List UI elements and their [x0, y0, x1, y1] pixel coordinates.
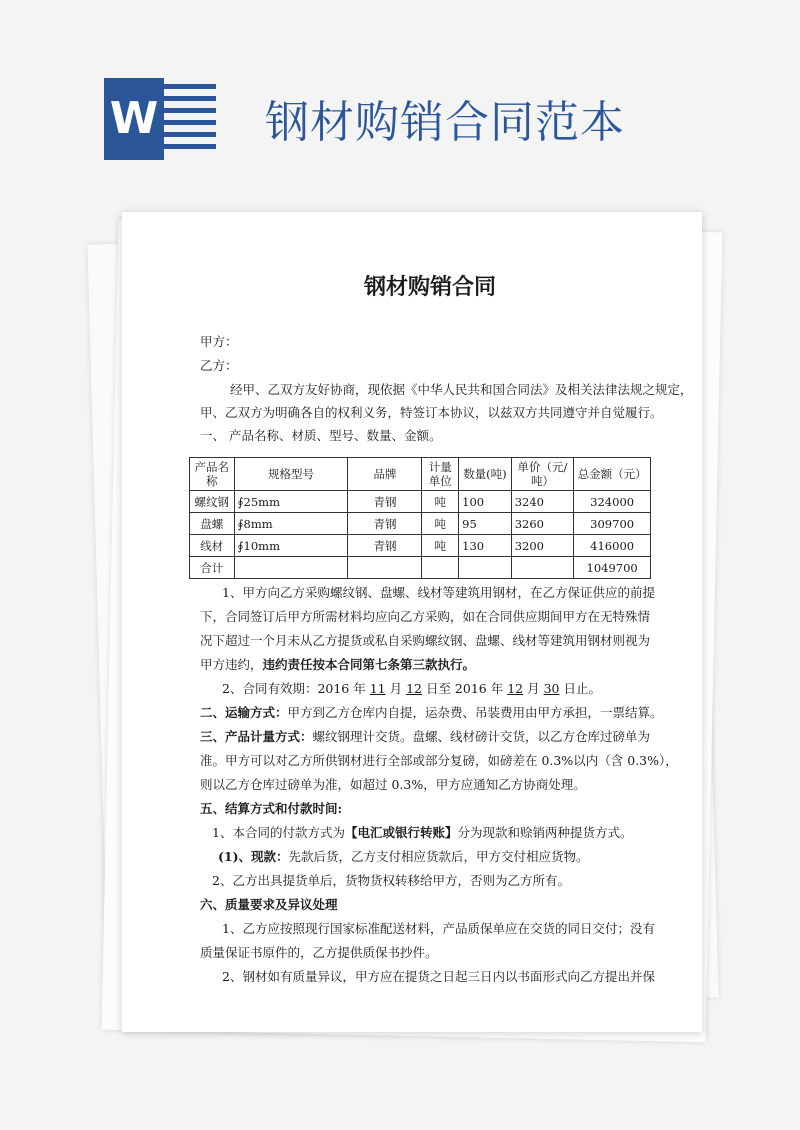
text: 1、本合同的付款方式为	[212, 825, 345, 840]
cell: 3260	[511, 513, 574, 535]
col-header: 品牌	[348, 458, 422, 491]
clause-line	[200, 655, 475, 673]
cell: 3240	[511, 491, 574, 513]
cell: 100	[459, 491, 512, 513]
cell	[422, 557, 459, 579]
col-header: 计量单位	[422, 458, 459, 491]
clause-line: 1、甲方向乙方采购螺纹钢、盘螺、线材等建筑用钢材，在乙方保证供应的前提	[222, 585, 655, 600]
party-a-label: 甲方：	[200, 334, 238, 349]
cell: ∮8mm	[234, 513, 348, 535]
section-heading: 五、结算方式和付款时间:	[200, 801, 343, 816]
section-3	[200, 727, 650, 745]
cell: 青钢	[348, 535, 422, 557]
logo-letter: W	[104, 78, 164, 160]
text: 2、合同有效期：2016 年	[222, 681, 370, 696]
cell: 309700	[574, 513, 651, 535]
cell: 盘螺	[190, 513, 235, 535]
cell: 青钢	[348, 491, 422, 513]
text: 日止。	[559, 681, 601, 696]
text: 月	[385, 681, 407, 696]
cell: 95	[459, 513, 512, 535]
total-value: 1049700	[574, 557, 651, 579]
table-row	[190, 491, 651, 513]
table-row	[190, 513, 651, 535]
table-header-row	[190, 458, 651, 491]
cell	[348, 557, 422, 579]
document-title: 钢材购销合同	[363, 275, 496, 300]
cell: 青钢	[348, 513, 422, 535]
end-day: 30	[543, 681, 560, 696]
product-table	[189, 457, 651, 579]
party-b-label: 乙方：	[200, 358, 238, 373]
section-2	[200, 703, 663, 721]
clause-bold-text: 违约责任按本合同第七条第三款执行。	[262, 657, 476, 672]
validity-line	[222, 679, 601, 697]
start-month: 11	[369, 681, 386, 696]
col-header: 单价（元/吨）	[511, 458, 574, 491]
col-header: 数量(吨)	[459, 458, 512, 491]
section-heading: 一、 产品名称、材质、型号、数量、金额。	[200, 428, 442, 443]
total-label: 合计	[190, 557, 235, 579]
table-total-row	[190, 557, 651, 579]
word-logo-icon	[104, 78, 216, 160]
clause-line: 质量保证书原件的，乙方提供质保书抄件。	[200, 945, 438, 960]
section-heading: 六、质量要求及异议处理	[200, 897, 338, 912]
cell: 130	[459, 535, 512, 557]
payment-method: 【电汇或银行转账】	[344, 825, 458, 840]
col-header: 规格型号	[234, 458, 348, 491]
intro-line: 甲、乙双方为明确各自的权利义务，特签订本协议，以兹双方共同遵守并自觉履行。	[200, 405, 663, 420]
cell: 吨	[422, 535, 459, 557]
cell	[459, 557, 512, 579]
clause-line: 则以乙方仓库过磅单为准，如超过 0.3%，甲方应通知乙方协商处理。	[200, 777, 586, 792]
cell: ∮10mm	[234, 535, 348, 557]
cell: ∮25mm	[234, 491, 348, 513]
cell: 吨	[422, 491, 459, 513]
cell: 螺纹钢	[190, 491, 235, 513]
clause-line: 准。甲方可以对乙方所供钢材进行全部或部分复磅，如磅差在 0.3%以内（含 0.3%），	[200, 753, 678, 768]
cell: 416000	[574, 535, 651, 557]
cell: 线材	[190, 535, 235, 557]
end-month: 12	[507, 681, 524, 696]
clause-line: 况下超过一个月未从乙方提货或私自采购螺纹钢、盘螺、线材等建筑用钢材则视为	[200, 633, 651, 648]
section-heading: 二、运输方式：	[200, 705, 288, 720]
cell	[511, 557, 574, 579]
page-title: 钢材购销合同范本	[265, 97, 625, 148]
col-header: 产品名称	[190, 458, 235, 491]
section-text: 甲方到乙方仓库内自提，运杂费、吊装费用由甲方承担，一票结算。	[287, 705, 663, 720]
table-row	[190, 535, 651, 557]
clause-line	[218, 847, 589, 865]
text: 先款后货，乙方支付相应货款后，甲方交付相应货物。	[288, 849, 589, 864]
col-header: 总金额（元）	[574, 458, 651, 491]
cell: 3200	[511, 535, 574, 557]
cell: 吨	[422, 513, 459, 535]
clause-line: 2、钢材如有质量异议，甲方应在提货之日起三日内以书面形式向乙方提出并保	[222, 969, 655, 984]
start-day: 12	[406, 681, 422, 696]
clause-text: 甲方违约，	[200, 657, 263, 672]
section-heading: 三、产品计量方式：	[200, 729, 313, 744]
cell	[234, 557, 348, 579]
text: 月	[523, 681, 544, 696]
clause-line: 下，合同签订后甲方所需材料均应向乙方采购，如在合同供应期间甲方在无特殊情	[200, 609, 651, 624]
clause-bold-text: (1)、现款：	[218, 849, 289, 864]
text: 分为现款和赊销两种提货方式。	[457, 825, 633, 840]
text: 日至 2016 年	[421, 681, 508, 696]
clause-line	[212, 823, 633, 841]
clause-line: 2、乙方出具提货单后，货物货权转移给甲方，否则为乙方所有。	[212, 873, 570, 888]
section-text: 螺纹钢理计交货。盘螺、线材磅计交货，以乙方仓库过磅单为	[312, 729, 651, 744]
intro-line: 经甲、乙双方友好协商，现依据《中华人民共和国合同法》及相关法律法规之规定，	[230, 382, 693, 397]
clause-line: 1、乙方应按照现行国家标准配送材料，产品质保单应在交货的同日交付；没有	[222, 921, 655, 936]
cell: 324000	[574, 491, 651, 513]
